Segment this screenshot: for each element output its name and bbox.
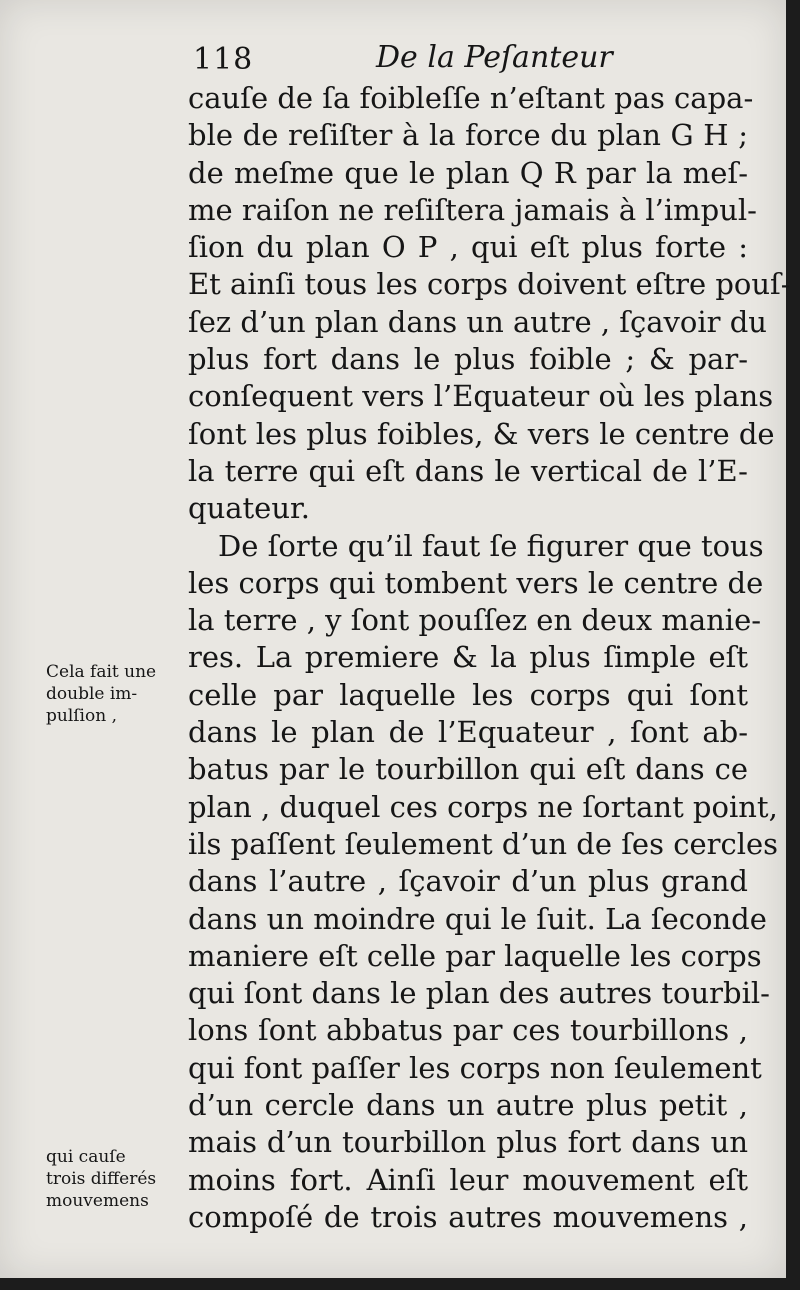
text-line: compoſé de trois autres mouvemens , (188, 1199, 748, 1234)
body-text (188, 80, 791, 1236)
text-line: cauſe de ſa foibleſſe n’eſtant pas capa- (188, 81, 754, 115)
text-line: moins fort. Ainſi leur mouvement eſt (188, 1162, 748, 1197)
text-line: plan , duquel ces corps ne ſortant point, (188, 789, 778, 824)
text-line: la terre , y ſont pouſſez en deux manie- (188, 603, 762, 638)
text-line: qui ſont dans le plan des autres tourbil- (188, 976, 770, 1011)
text-line: les corps qui tombent vers le centre de (188, 565, 764, 600)
text-line: dans un moindre qui le ſuit. La ſeconde (188, 901, 767, 936)
running-title: De la Peſanteur (376, 40, 613, 75)
text-line: de meſme que le plan Q R par la meſ- (188, 155, 748, 190)
margin-note-double-impulsion (46, 661, 182, 727)
margin-note-line: Cela fait une (46, 662, 157, 682)
text-line: De ſorte qu’il faut ſe figurer que tous (218, 528, 764, 563)
margin-note-line: trois differés (46, 1169, 157, 1189)
text-line: quateur. (188, 491, 310, 526)
margin-note-three-movements (46, 1146, 182, 1212)
text-line: ils paſſent ſeulement d’un de ſes cercles (188, 826, 779, 861)
text-line: plus fort dans le plus foible ; & par- (188, 342, 748, 377)
text-line: mais d’un tourbillon plus fort dans un (188, 1125, 748, 1160)
margin-note-line: mouvemens (46, 1191, 149, 1211)
text-line: d’un cercle dans un autre plus petit , (188, 1088, 748, 1123)
text-line: maniere eſt celle par laquelle les corps (188, 938, 762, 973)
page-number: 118 (193, 42, 254, 77)
text-line: lons ſont abbatus par ces tourbillons , (188, 1013, 748, 1048)
text-line: ble de reſiſter à la force du plan G H ; (188, 118, 748, 153)
text-line: celle par laquelle les corps qui ſont (188, 677, 748, 712)
text-line: dans le plan de l’Equateur , ſont ab- (188, 715, 748, 750)
text-line: ſion du plan O P , qui eſt plus forte : (188, 230, 748, 265)
text-line: qui font paſſer les corps non ſeulement (188, 1050, 762, 1085)
text-line: batus par le tourbillon qui eſt dans ce (188, 752, 748, 787)
text-line: ſont les plus foibles, & vers le centre de (188, 416, 775, 451)
text-line: la terre qui eſt dans le vertical de l’E- (188, 453, 748, 488)
text-line: conſequent vers l’Equateur où les plans (188, 379, 774, 414)
text-line: me raiſon ne reſiſtera jamais à l’impul- (188, 192, 757, 227)
margin-note-line: qui cauſe (46, 1147, 126, 1167)
text-line: ſez d’un plan dans un autre , ſçavoir du (188, 304, 767, 339)
text-line: res. La premiere & la plus ſimple eſt (188, 640, 748, 675)
text-line: dans l’autre , ſçavoir d’un plus grand (188, 864, 748, 899)
text-line: Et ainſi tous les corps doivent eſtre pouſ- (188, 267, 791, 302)
margin-note-line: pulſion , (46, 706, 117, 726)
margin-note-line: double im- (46, 684, 138, 704)
